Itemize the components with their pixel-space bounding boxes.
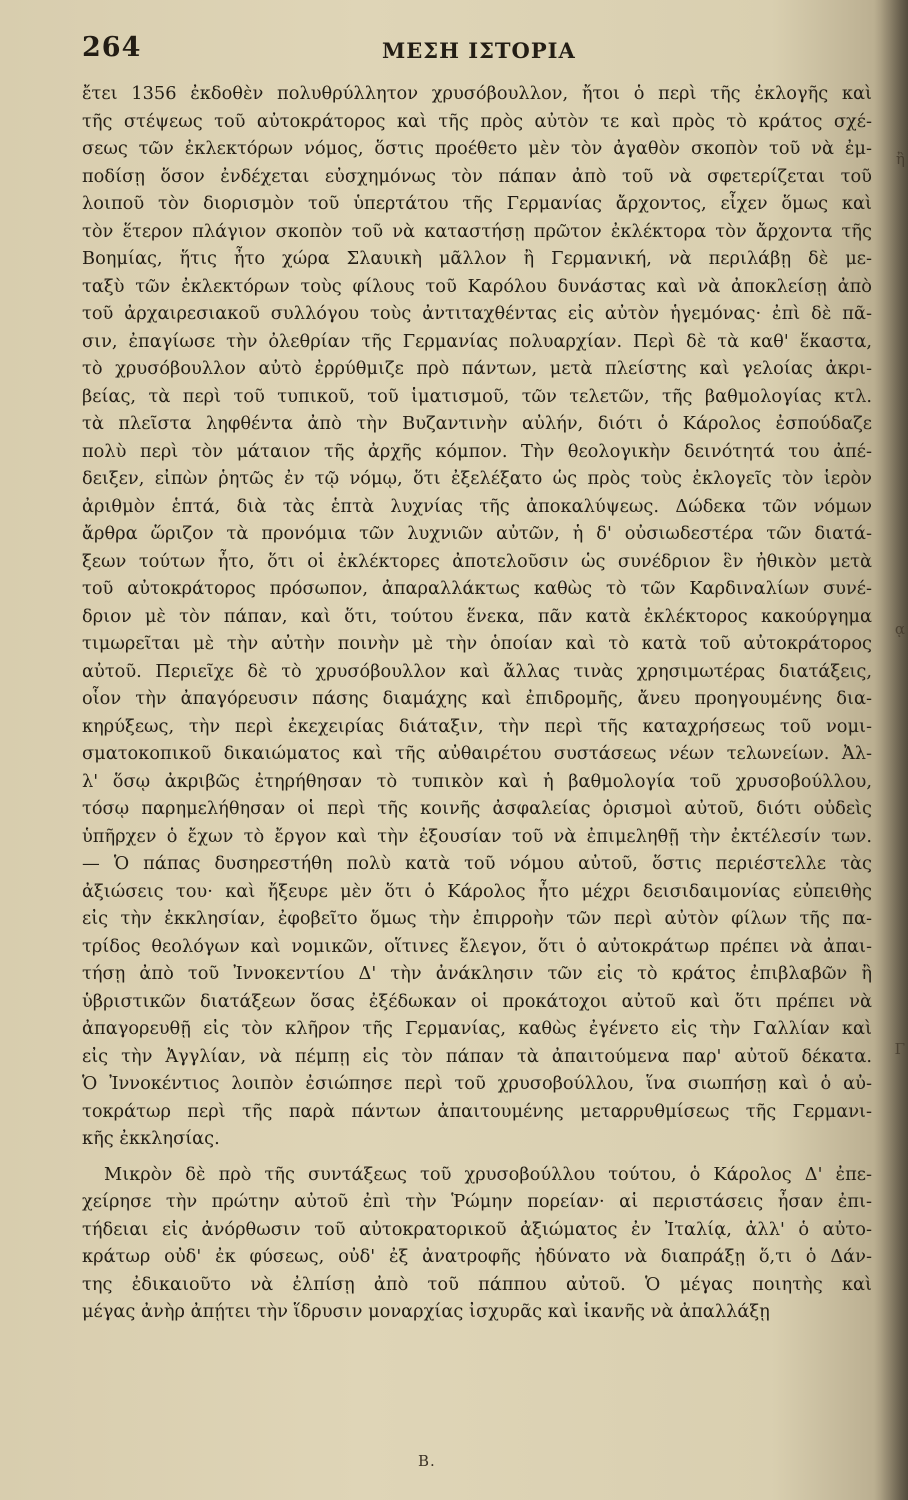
text-line: κῆς ἐκκλησίας. <box>82 1128 220 1149</box>
text-line: δριον μὲ τὸν πάπαν, καὶ ὅτι, τούτου ἕνεκα, πᾶν κατὰ ἐκλέκτορος κακούργημα <box>82 605 872 627</box>
text-line: ἀξιώσεις του· καὶ ἤξευρε μὲν ὅτι ὁ Κάρολος ἦτο μέχρι δεισιδαιμονίας εὐπειθὴς <box>82 880 872 902</box>
text-line: τοῦ αὐτοκράτορος πρόσωπον, ἀπαραλλάκτως καθὼς τὸ τῶν Καρδιναλίων συνέ- <box>82 578 872 599</box>
text-line: εἰς τὴν ἐκκλησίαν, ἐφοβεῖτο ὅμως τὴν ἐπιρροὴν τῶν περὶ αὐτὸν φίλων τῆς πα- <box>82 908 872 929</box>
text-line: Ὁ Ἰννοκέντιος λοιπὸν ἐσιώπησε περὶ τοῦ χρυσοβούλλου, ἵνα σιωπήσῃ καὶ ὁ αὐ- <box>82 1073 872 1094</box>
text-line: τρίδος θεολόγων καὶ νομικῶν, οἵτινες ἔλεγον, ὅτι ὁ αὐτοκράτωρ πρέπει νὰ ἀπαι- <box>82 935 872 957</box>
text-line: κράτωρ οὐδ' ἐκ φύσεως, οὐδ' ἐξ ἀνατροφῆς ἠδύνατο νὰ διαπράξῃ ὅ,τι ὁ Δάν- <box>82 1246 872 1267</box>
margin-glyph: Γ <box>894 1040 905 1058</box>
text-line: ὑπῆρχεν ὁ ἔχων τὸ ἔργον καὶ τὴν ἐξουσίαν τοῦ νὰ ἐπιμεληθῇ τὴν ἐκτέλεσίν των. <box>82 825 872 847</box>
facing-page-edge <box>874 0 908 1500</box>
text-line: Βοημίας, ἥτις ἦτο χώρα Σλαυικὴ μᾶλλον ἢ Γερμανική, νὰ περιλάβῃ δὲ με- <box>82 248 872 269</box>
text-line: λοιποῦ τὸν διορισμὸν τοῦ ὑπερτάτου τῆς Γερμανίας ἄρχοντος, εἶχεν ὅμως καὶ <box>82 193 872 214</box>
text-line: δειξεν, εἰπὼν ῥητῶς ἐν τῷ νόμῳ, ὅτι ἐξελέξατο ὡς πρὸς τοὺς ἐκλογεῖς τὸν ἱερὸν <box>82 468 872 489</box>
text-line: σματοκοπικοῦ δικαιώματος καὶ τῆς αὐθαιρέτου συστάσεως νέων τελωνείων. Ἀλ- <box>82 743 872 764</box>
text-line: τῆς στέψεως τοῦ αὐτοκράτορος καὶ τῆς πρὸς αὐτὸν τε καὶ πρὸς τὸ κράτος σχέ- <box>82 110 872 132</box>
text-line: — Ὁ πάπας δυσηρεστήθη πολὺ κατὰ τοῦ νόμου αὐτοῦ, ὅστις περιέστελλε τὰς <box>82 853 872 874</box>
printer-signature-mark: Β. <box>418 1452 436 1470</box>
text-line: ἀριθμὸν ἑπτά, διὰ τὰς ἑπτὰ λυχνίας τῆς ἀποκαλύψεως. Δώδεκα τῶν νόμων <box>82 495 872 517</box>
margin-glyph: ἢ <box>896 150 905 168</box>
text-line: τιμωρεῖται μὲ τὴν αὐτὴν ποινὴν μὲ τὴν ὁποίαν καὶ τὸ κατὰ τοῦ αὐτοκράτορος <box>82 633 872 654</box>
page-header <box>82 32 872 72</box>
text-line: λ' ὅσῳ ἀκριβῶς ἐτηρήθησαν τὸ τυπικὸν καὶ ἡ βαθμολογία τοῦ χρυσοβούλλου, <box>82 770 872 792</box>
body-text <box>82 80 872 1326</box>
text-line: οἷον τὴν ἀπαγόρευσιν πάσης διαμάχης καὶ ἐπιδρομῆς, ἄνευ προηγουμένης δια- <box>82 688 872 709</box>
text-line: τὰ πλεῖστα ληφθέντα ἀπὸ τὴν Βυζαντινὴν αὐλήν, διότι ὁ Κάρολος ἐσπούδαζε <box>82 413 872 434</box>
text-line: ποδίσῃ ὅσον ἐνδέχεται εὐσχημόνως τὸν πάπαν ἀπὸ τοῦ νὰ σφετερίζεται τοῦ <box>82 165 872 187</box>
text-line: χείρησε τὴν πρώτην αὐτοῦ ἐπὶ τὴν Ῥώμην πορείαν· αἱ περιστάσεις ἦσαν ἐπι- <box>82 1191 872 1212</box>
text-line: της ἐδικαιοῦτο νὰ ἐλπίσῃ ἀπὸ τοῦ πάππου αὐτοῦ. Ὁ μέγας ποιητὴς καὶ <box>82 1273 872 1295</box>
text-line: ἄρθρα ὥριζον τὰ προνόμια τῶν λυχνιῶν αὐτῶν, ἡ δ' οὐσιωδεστέρα τῶν διατά- <box>82 523 872 544</box>
text-line: τοκράτωρ περὶ τῆς παρὰ πάντων ἀπαιτουμένης μεταρρυθμίσεως τῆς Γερμανι- <box>82 1100 872 1122</box>
text-line: βείας, τὰ περὶ τοῦ τυπικοῦ, τοῦ ἱματισμοῦ, τῶν τελετῶν, τῆς βαθμολογίας κτλ. <box>82 385 872 407</box>
running-head: ΜΕΣΗ ΙΣΤΟΡΙΑ <box>382 38 576 63</box>
text-line: σεως τῶν ἐκλεκτόρων νόμος, ὅστις προέθετο μὲν τὸν ἀγαθὸν σκοπὸν τοῦ νὰ ἐμ- <box>82 138 872 159</box>
text-line: μέγας ἀνὴρ ἀπῄτει τὴν ἵδρυσιν μοναρχίας ἰσχυρᾶς καὶ ἱκανῆς νὰ ἀπαλλάξῃ <box>82 1301 770 1322</box>
text-line: τὸ χρυσόβουλλον αὐτὸ ἐρρύθμιζε πρὸ πάντων, μετὰ πλείστης καὶ γελοίας ἀκρι- <box>82 358 872 379</box>
text-line: Μικρὸν δὲ πρὸ τῆς συντάξεως τοῦ χρυσοβούλλου τούτου, ὁ Κάρολος Δ' ἐπε- <box>104 1163 872 1185</box>
text-line: τήσῃ ἀπὸ τοῦ Ἰννοκεντίου Δ' τὴν ἀνάκλησιν τῶν εἰς τὸ κράτος ἐπιβλαβῶν ἢ <box>82 963 872 984</box>
page-number: 264 <box>82 32 142 63</box>
text-line: πολὺ περὶ τὸν μάταιον τῆς ἀρχῆς κόμπον. Τὴν θεολογικὴν δεινότητά του ἀπέ- <box>82 440 872 462</box>
text-line: ταξὺ τῶν ἐκλεκτόρων τοὺς φίλους τοῦ Καρόλου δυνάστας καὶ νὰ ἀποκλείσῃ ἀπὸ <box>82 275 872 297</box>
text-line: τὸν ἕτερον πλάγιον σκοπὸν τοῦ νὰ καταστήσῃ πρῶτον ἐκλέκτορα τὸν ἄρχοντα τῆς <box>82 220 872 242</box>
text-line: ἔτει 1356 ἐκδοθὲν πολυθρύλλητον χρυσόβουλλον, ἤτοι ὁ περὶ τῆς ἐκλογῆς καὶ <box>82 83 872 104</box>
text-line: αὐτοῦ. Περιεῖχε δὲ τὸ χρυσόβουλλον καὶ ἄλλας τινὰς χρησιμωτέρας διατάξεις, <box>82 660 872 682</box>
text-line: ξεων τούτων ἦτο, ὅτι οἱ ἐκλέκτορες ἀποτελοῦσιν ὡς συνέδριον ἓν ἠθικὸν μετὰ <box>82 550 872 572</box>
paragraph-1 <box>82 80 872 1153</box>
margin-glyph: ᾳ <box>894 620 905 638</box>
text-line: κηρύξεως, τὴν περὶ ἐκεχειρίας διάταξιν, τὴν περὶ τῆς καταχρήσεως τοῦ νομι- <box>82 715 872 737</box>
text-line: σιν, ἐπαγίωσε τὴν ὀλεθρίαν τῆς Γερμανίας πολυαρχίαν. Περὶ δὲ τὰ καθ' ἕκαστα, <box>82 330 872 352</box>
paragraph-2 <box>82 1161 872 1326</box>
text-line: τήδειαι εἰς ἀνόρθωσιν τοῦ αὐτοκρατορικοῦ ἀξιώματος ἐν Ἰταλίᾳ, ἀλλ' ὁ αὐτο- <box>82 1218 872 1240</box>
text-line: τοῦ ἀρχαιρεσιακοῦ συλλόγου τοὺς ἀντιταχθέντας εἰς αὐτὸν ἡγεμόνας· ἐπὶ δὲ πᾶ- <box>82 303 872 324</box>
text-line: τόσῳ παρημελήθησαν οἱ περὶ τῆς κοινῆς ἀσφαλείας ὁρισμοὶ αὐτοῦ, διότι οὐδεὶς <box>82 798 872 819</box>
text-line: ὑβριστικῶν διατάξεων ὅσας ἐξέδωκαν οἱ προκάτοχοι αὐτοῦ καὶ ὅτι πρέπει νὰ <box>82 990 872 1012</box>
text-line: ἀπαγορευθῇ εἰς τὸν κλῆρον τῆς Γερμανίας, καθὼς ἐγένετο εἰς τὴν Γαλλίαν καὶ <box>82 1018 872 1039</box>
text-line: εἰς τὴν Ἀγγλίαν, νὰ πέμπῃ εἰς τὸν πάπαν τὰ ἀπαιτούμενα παρ' αὐτοῦ δέκατα. <box>82 1045 872 1067</box>
